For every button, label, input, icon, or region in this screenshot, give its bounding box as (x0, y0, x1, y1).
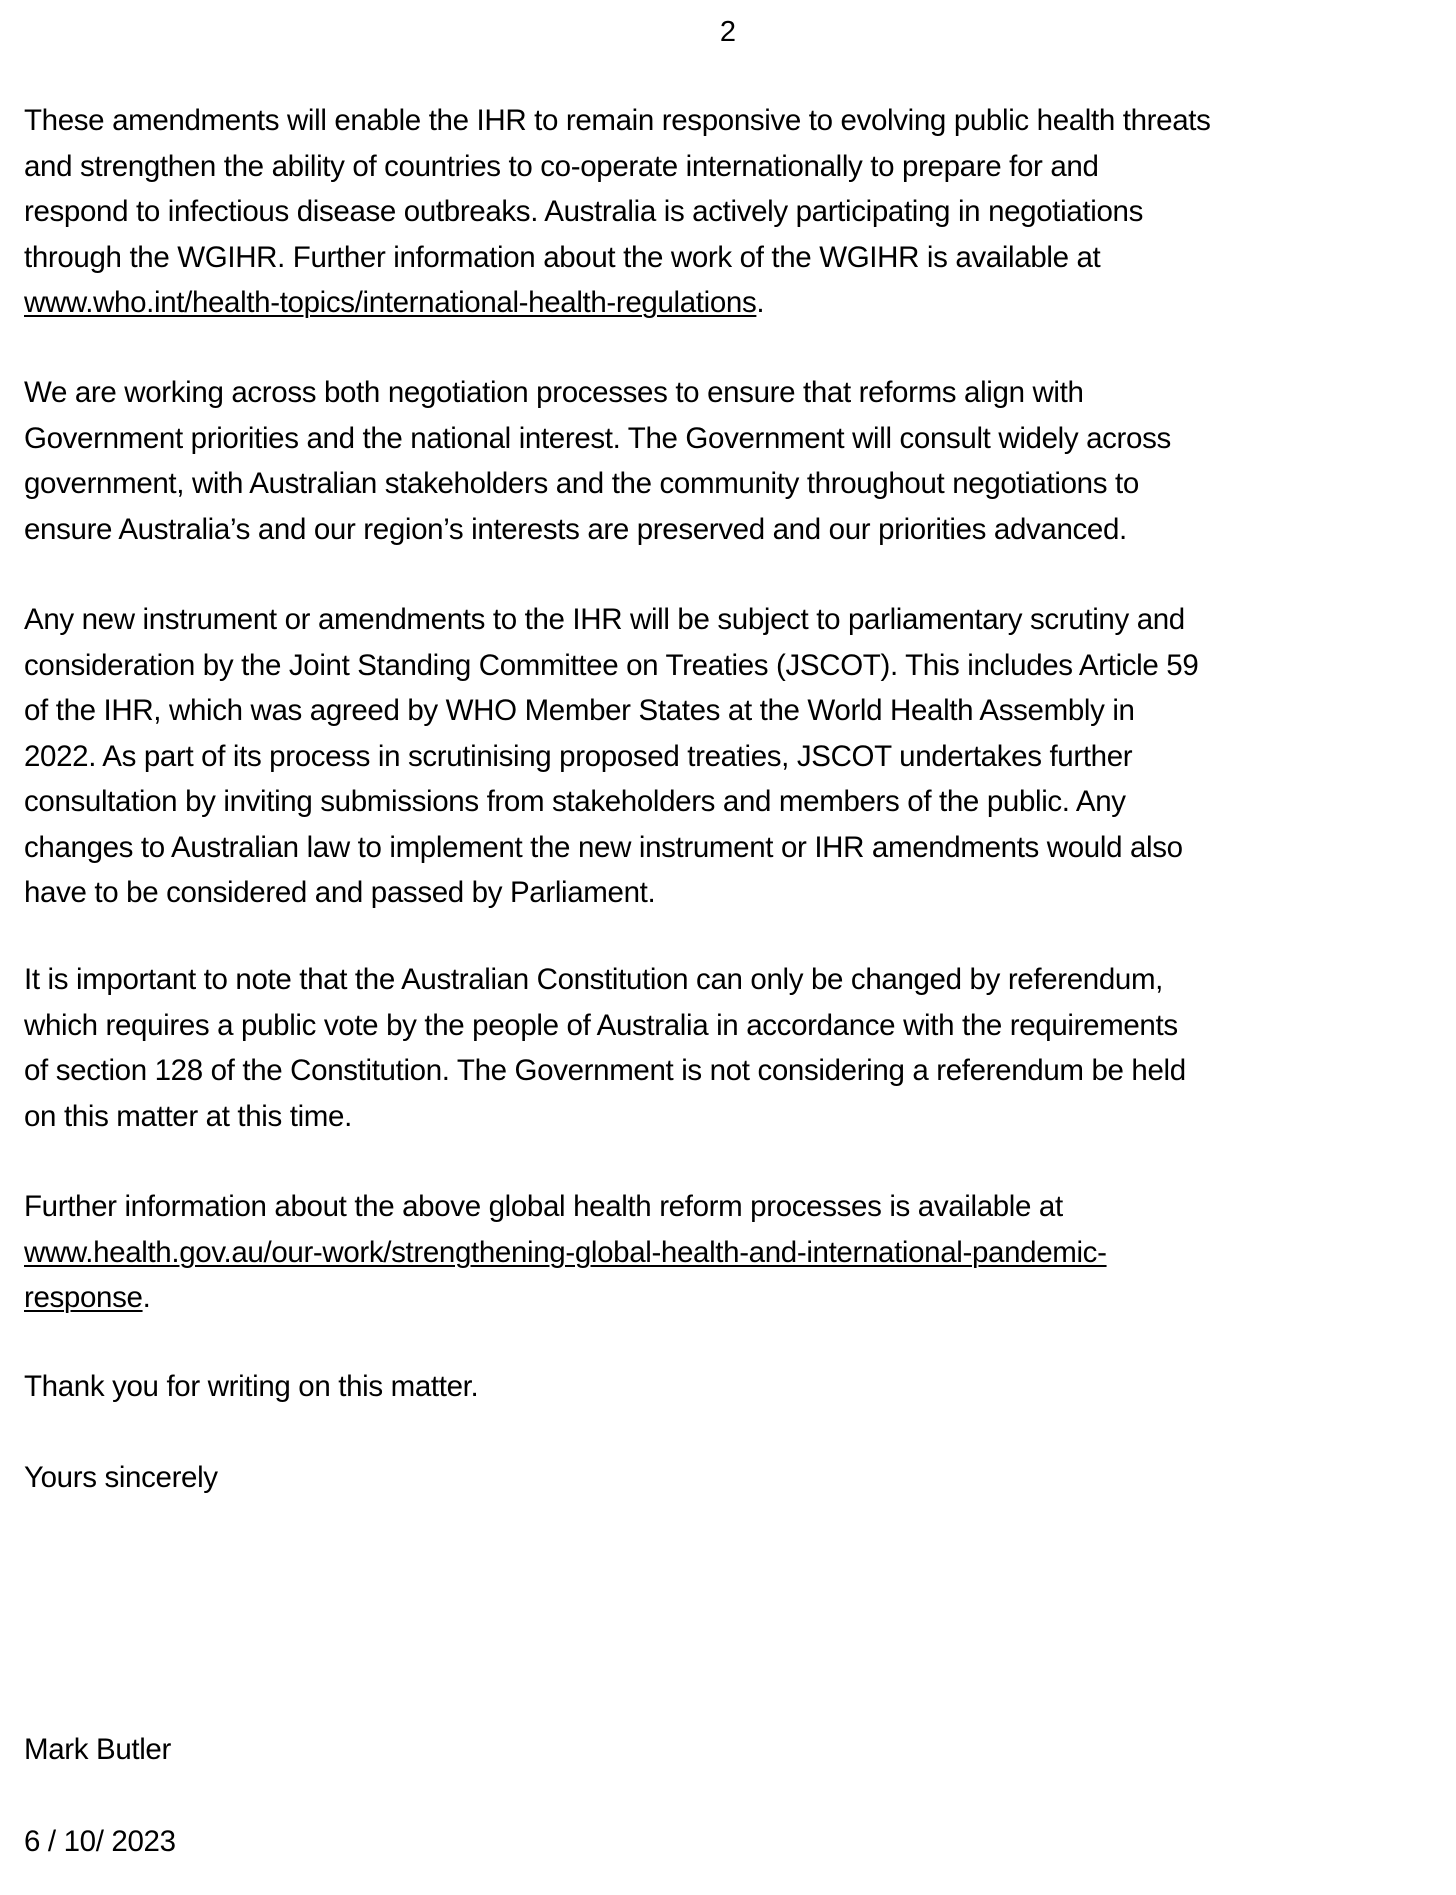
paragraph-ihr-amendments (24, 98, 1444, 326)
text-line: Any new instrument or amendments to the IHR will be subject to parliamentary scrutiny and (24, 603, 1185, 636)
text-line: consultation by inviting submissions from stakeholders and members of the public. Any (24, 785, 1126, 818)
text-line: government, with Australian stakeholders and the community throughout negotiations to (24, 467, 1139, 500)
health-gov-link-part2[interactable]: response (24, 1281, 143, 1314)
paragraph-constitution-referendum (24, 957, 1444, 1139)
text-line: 2022. As part of its process in scrutinising proposed treaties, JSCOT undertakes further (24, 739, 1133, 773)
text-line: on this matter at this time. (24, 1099, 352, 1133)
paragraph-parliamentary-scrutiny (24, 597, 1444, 916)
text-line: consideration by the Joint Standing Committee on Treaties (JSCOT). This includes Article 59 (24, 648, 1199, 682)
text-line (24, 1275, 1444, 1321)
link-suffix: . (756, 286, 765, 319)
text-line (24, 1230, 1444, 1276)
signatory-name: Mark Butler (24, 1733, 171, 1766)
text-line: and strengthen the ability of countries to co-operate internationally to prepare for and (24, 149, 1099, 183)
text-line: through the WGIHR. Further information about the work of the WGIHR is available at (24, 240, 1101, 274)
text-line: have to be considered and passed by Parliament. (24, 876, 656, 909)
text-line: of section 128 of the Constitution. The Government is not considering a referendum be held (24, 1054, 1186, 1087)
paragraph-negotiation-processes (24, 370, 1444, 552)
text-line: which requires a public vote by the people of Australia in accordance with the requirements (24, 1008, 1178, 1042)
text-line: changes to Australian law to implement the new instrument or IHR amendments would also (24, 830, 1183, 864)
text-line: of the IHR, which was agreed by WHO Member States at the World Health Assembly in (24, 694, 1135, 727)
signature-area (24, 1510, 624, 1710)
text-line (24, 280, 1444, 326)
signature-date: 6 / 10/ 2023 (24, 1825, 176, 1858)
text-line: We are working across both negotiation processes to ensure that reforms align with (24, 376, 1084, 409)
text-line: Government priorities and the national interest. The Government will consult widely across (24, 421, 1171, 455)
text-line: respond to infectious disease outbreaks. Australia is actively participating in negotiations (24, 195, 1143, 228)
text-line: These amendments will enable the IHR to remain responsive to evolving public health threats (24, 104, 1211, 137)
health-gov-link-part1[interactable]: www.health.gov.au/our-work/strengthening-global-health-and-international-pandemic- (24, 1235, 1107, 1269)
text-line: ensure Australia’s and our region’s interests are preserved and our priorities advanced. (24, 512, 1127, 546)
page-number: 2 (719, 16, 737, 48)
closing-valediction: Yours sincerely (24, 1461, 218, 1494)
closing-thanks: Thank you for writing on this matter. (24, 1370, 479, 1403)
text-line: It is important to note that the Australian Constitution can only be changed by referendum, (24, 963, 1164, 996)
paragraph-further-information (24, 1184, 1444, 1321)
who-ihr-link[interactable]: www.who.int/health-topics/international-health-regulations (24, 286, 757, 319)
text-line: Further information about the above global health reform processes is available at (24, 1190, 1063, 1223)
link-suffix: . (142, 1281, 151, 1314)
